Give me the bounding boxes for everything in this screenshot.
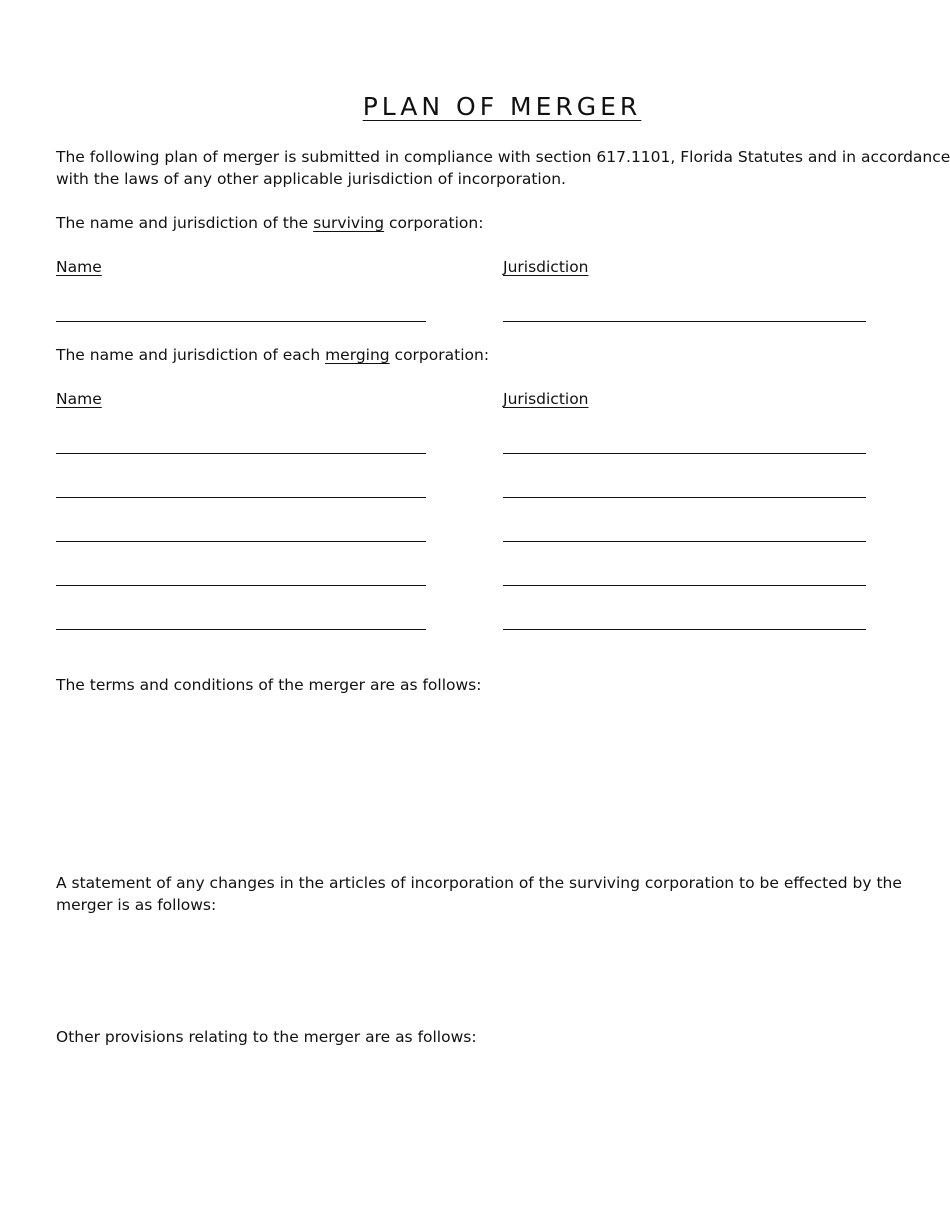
merging-corporation-prompt — [56, 344, 489, 366]
merging-name-field-3[interactable] — [56, 541, 426, 542]
merging-prompt-prefix: The name and jurisdiction of each — [56, 346, 326, 364]
merging-jurisdiction-field-2[interactable] — [503, 497, 866, 498]
merging-name-field-1[interactable] — [56, 453, 426, 454]
surviving-name-label: Name — [56, 258, 102, 276]
merging-jurisdiction-field-4[interactable] — [503, 585, 866, 586]
surviving-emphasis: surviving — [313, 214, 385, 232]
changes-line-1: A statement of any changes in the articles of incorporation of the surviving corporation to be effected by the — [56, 874, 902, 892]
surviving-name-field[interactable] — [56, 321, 426, 322]
intro-line-2: with the laws of any other applicable jurisdiction of incorporation. — [56, 170, 566, 188]
page-title: PLAN OF MERGER — [362, 92, 642, 121]
surviving-prompt-prefix: The name and jurisdiction of the — [56, 214, 314, 232]
merging-jurisdiction-field-1[interactable] — [503, 453, 866, 454]
merging-emphasis: merging — [325, 346, 390, 364]
other-provisions-heading: Other provisions relating to the merger are as follows: — [56, 1028, 477, 1046]
merging-prompt-suffix: corporation: — [389, 346, 490, 364]
merging-jurisdiction-label: Jurisdiction — [503, 390, 589, 408]
intro-line-1: The following plan of merger is submitted in compliance with section 617.1101, Florida Statutes and in accordance — [56, 148, 950, 166]
terms-heading: The terms and conditions of the merger are as follows: — [56, 676, 482, 694]
merging-name-field-5[interactable] — [56, 629, 426, 630]
surviving-prompt-suffix: corporation: — [384, 214, 484, 232]
merging-name-field-2[interactable] — [56, 497, 426, 498]
merging-name-label: Name — [56, 390, 102, 408]
merging-jurisdiction-field-5[interactable] — [503, 629, 866, 630]
changes-line-2: merger is as follows: — [56, 896, 217, 914]
surviving-jurisdiction-field[interactable] — [503, 321, 866, 322]
surviving-jurisdiction-label: Jurisdiction — [503, 258, 589, 276]
merging-name-field-4[interactable] — [56, 585, 426, 586]
merging-jurisdiction-field-3[interactable] — [503, 541, 866, 542]
surviving-corporation-prompt — [56, 212, 483, 234]
